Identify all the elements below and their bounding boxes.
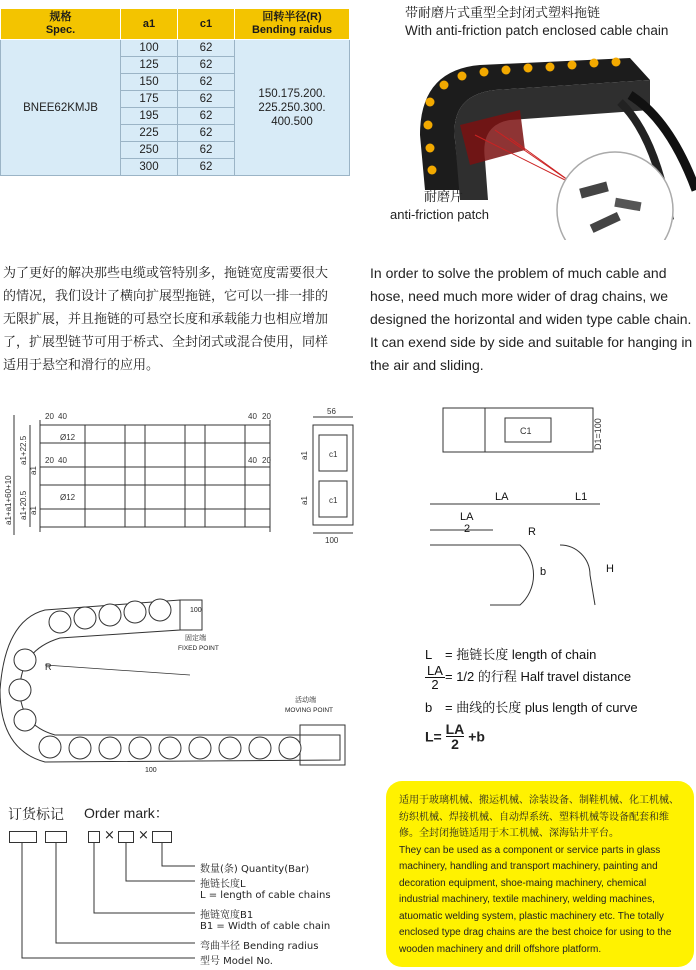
applications-box xyxy=(386,781,694,967)
legend-la: $\frac{LA}{2}$ = 1/2 的行程 Half travel distance xyxy=(425,664,631,691)
a1-cell: 225 xyxy=(121,125,178,142)
radius-cell: 150.175.200. 225.250.300. 400.500 xyxy=(235,40,350,176)
c1-cell: 62 xyxy=(178,57,235,74)
travel-r: R xyxy=(528,526,536,538)
order-line-qty: 数量(条) Quantity(Bar) xyxy=(200,864,310,875)
product-title-cn: 带耐磨片式重型全封闭式塑料拖链 xyxy=(405,6,601,21)
side-width-bottom: 100 xyxy=(325,536,339,545)
travel-half-den: 2 xyxy=(464,523,471,535)
front-view-drawing xyxy=(0,405,290,555)
chain-side-drawing xyxy=(0,590,370,775)
applications-cn: 适用于玻璃机械、搬运机械、涂装设备、制鞋机械、化工机械、纺织机械、焊接机械、自动焊系统、塑料机械等设备配套和维修。全封闭拖链适用于木工机械、深海钻井平台。 xyxy=(399,795,679,839)
a1-cell: 175 xyxy=(121,91,178,108)
order-sep-1: × xyxy=(104,828,115,843)
dim-top-2: 40 xyxy=(58,412,67,421)
side-view-drawing xyxy=(295,405,370,545)
spec-header-row xyxy=(1,9,350,40)
moving-point-en: MOVING POINT xyxy=(285,707,334,714)
side-a1-1: a1 xyxy=(300,451,309,460)
a1-cell: 150 xyxy=(121,74,178,91)
order-title-cn: 订货标记 xyxy=(8,807,64,823)
header-c1: c1 xyxy=(178,9,235,40)
spec-table xyxy=(0,8,350,176)
c1-cell: 62 xyxy=(178,91,235,108)
legend-b: b = 曲线的长度 plus length of curve xyxy=(425,700,638,715)
plan-c1: C1 xyxy=(520,426,532,436)
dim-left-3: a1+20.5 xyxy=(19,490,28,520)
order-sep-2: × xyxy=(138,828,149,843)
moving-point-cn: 活动端 xyxy=(295,697,316,704)
order-box-model xyxy=(9,831,37,843)
dim-left-total: a1+a1+60+10 xyxy=(4,475,13,525)
header-bending-radius: 回转半径(R) Bending raidus xyxy=(235,9,350,40)
a1-cell: 100 xyxy=(121,40,178,57)
dim-left-2: a1 xyxy=(29,466,38,475)
header-a1: a1 xyxy=(121,9,178,40)
c1-cell: 62 xyxy=(178,108,235,125)
phi-1: Ø12 xyxy=(60,433,76,442)
c1-cell: 62 xyxy=(178,125,235,142)
dim-left-1: a1+22.5 xyxy=(19,435,28,465)
product-title-en: With anti-friction patch enclosed cable chain xyxy=(405,23,669,38)
travel-l1: L1 xyxy=(575,491,588,503)
applications-en: They can be used as a component or service parts in glass machinery, handling and transport machinery, painting and decoration equipment, shoe-maing machinery, chemical industrial machinery, textile machinery, welding machines, atuomatic welding system, plastic machinery etc. The totally enclosed type drag chains are the best choice for using to the wooden machinery and drill offshore platform. xyxy=(399,844,672,955)
order-box-qty xyxy=(152,831,172,843)
order-box-width xyxy=(88,831,100,843)
dim-top-4: 20 xyxy=(262,412,271,421)
order-leader-lines xyxy=(0,843,200,963)
intro-cn: 为了更好的解决那些电缆或管特别多，拖链宽度需要很大的情况，我们设计了横向扩展型拖链，它可以一排一排的无限扩展，并且拖链的可悬空长度和承载能力也相应增加了，扩展型链节可用于桥式、全封闭式或混合使用，同样适用于悬空和滑行的应用。 xyxy=(3,266,329,373)
table-row xyxy=(1,40,350,57)
side-width-top: 56 xyxy=(327,407,336,416)
c1-cell: 62 xyxy=(178,142,235,159)
a1-cell: 125 xyxy=(121,57,178,74)
dim-mid-2: 40 xyxy=(58,456,67,465)
chain-pitch: 100 xyxy=(145,767,157,774)
fixed-point-en: FIXED POINT xyxy=(178,645,219,652)
dim-mid-3: 40 xyxy=(248,456,257,465)
dim-mid-1: 20 xyxy=(45,456,54,465)
order-line-length-en: L = length of cable chains xyxy=(200,890,331,901)
side-c1-2: c1 xyxy=(329,496,338,505)
legend-l: L = 拖链长度 length of chain xyxy=(425,647,597,662)
travel-b: b xyxy=(540,566,547,578)
order-line-radius: 弯曲半径 Bending radius xyxy=(200,941,319,952)
travel-diagram xyxy=(410,490,620,615)
side-c1-1: c1 xyxy=(329,450,338,459)
dim-left-4: a1 xyxy=(29,506,38,515)
travel-h: H xyxy=(606,563,614,575)
c1-cell: 62 xyxy=(178,40,235,57)
dim-mid-4: 20 xyxy=(262,456,271,465)
side-a1-2: a1 xyxy=(300,496,309,505)
dim-top-1: 20 xyxy=(45,412,54,421)
patch-label-en: anti-friction patch xyxy=(390,207,489,222)
intro-en: In order to solve the problem of much cable and hose, need much more wider of drag chains, we designed the horizontal and widen type cable chain. It can exend side by side and suitable for hanging in the air and sliding. xyxy=(370,265,693,373)
c1-cell: 62 xyxy=(178,74,235,91)
plan-d1: D1=100 xyxy=(593,418,603,450)
patch-label-cn: 耐磨片 xyxy=(424,190,464,205)
order-line-width-en: B1 = Width of cable chain xyxy=(200,921,331,932)
order-box-radius xyxy=(45,831,67,843)
fixed-point-cn: 固定端 xyxy=(185,635,206,642)
header-spec: 规格 Spec. xyxy=(1,9,121,40)
order-line-model: 型号 Model No. xyxy=(200,956,273,967)
phi-2: Ø12 xyxy=(60,493,76,502)
travel-half-num: LA xyxy=(460,511,474,523)
plan-view-drawing xyxy=(435,400,605,460)
order-title-en: Order mark： xyxy=(84,805,169,821)
a1-cell: 300 xyxy=(121,159,178,176)
a1-cell: 250 xyxy=(121,142,178,159)
order-line-width-cn: 拖链宽度B1 xyxy=(200,910,254,921)
travel-la: LA xyxy=(495,491,509,503)
dim-top-3: 40 xyxy=(248,412,257,421)
a1-cell: 195 xyxy=(121,108,178,125)
length-formula: L= $\frac{LA}{2}$ +b xyxy=(425,721,485,752)
c1-cell: 62 xyxy=(178,159,235,176)
order-box-length xyxy=(118,831,134,843)
model-cell: BNEE62KMJB xyxy=(1,40,121,176)
chain-radius: R xyxy=(45,662,52,672)
chain-height: 100 xyxy=(190,607,202,614)
order-line-length-cn: 拖链长度L xyxy=(200,879,246,890)
